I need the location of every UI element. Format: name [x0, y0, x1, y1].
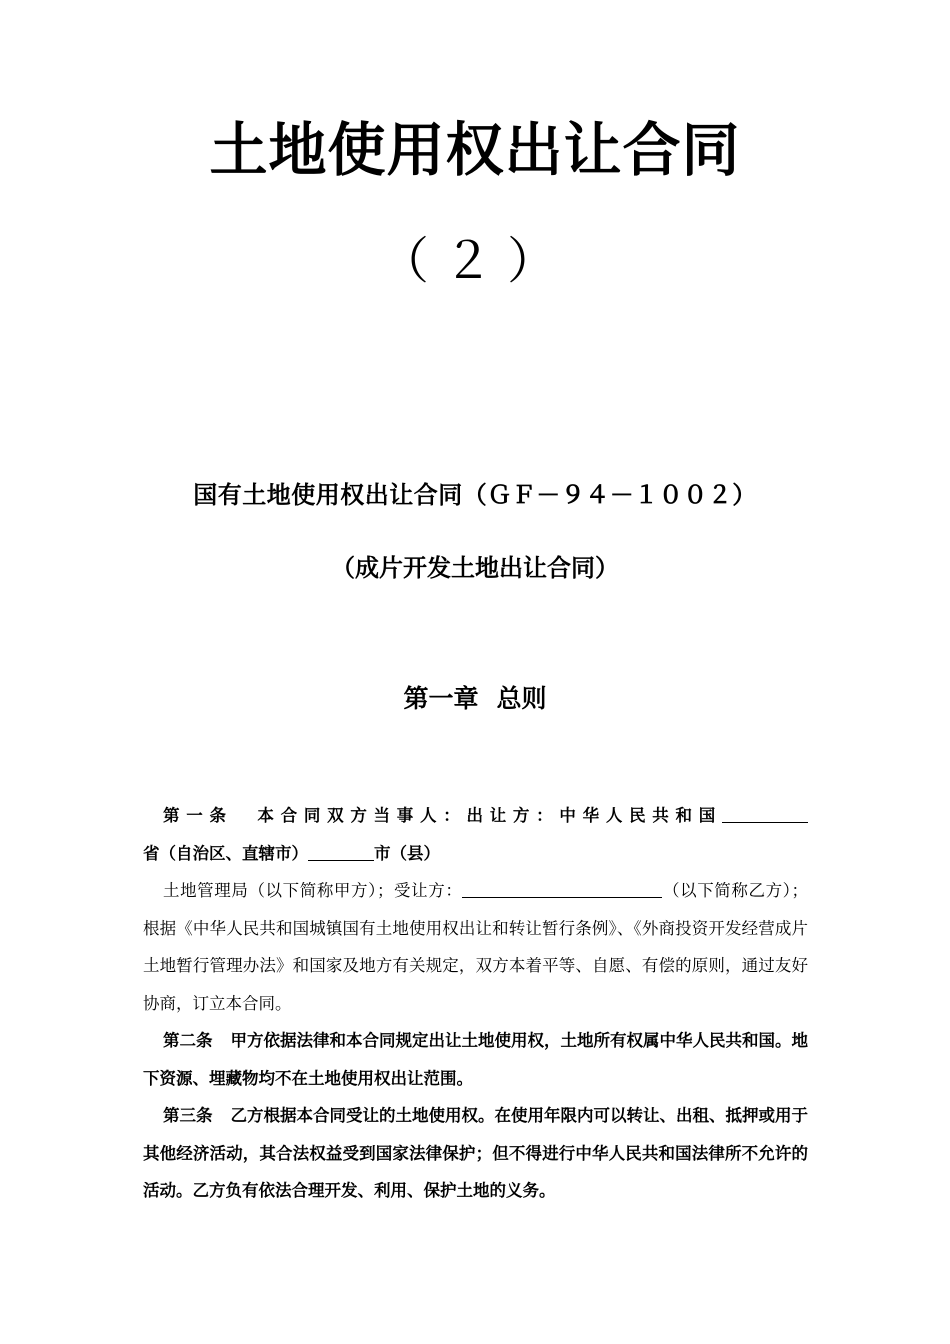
chapter-name: 总则: [496, 684, 547, 713]
city-blank: [308, 842, 374, 861]
article-1-line: [143, 797, 808, 872]
document-title: 土地使用权出让合同: [209, 116, 741, 184]
article-1-text-1: 本合同双方当事人：出让方：中华人民共和国: [250, 806, 723, 825]
document-number: （２）: [379, 232, 571, 290]
article-1-text-2: 省（自治区、直辖市）: [143, 843, 308, 863]
article-1-text-3: 市（县）: [374, 843, 440, 863]
article-3: [143, 1097, 808, 1210]
article-2-label: 第二条: [163, 1031, 213, 1050]
article-3-text: 乙方根据本合同受让的土地使用权。在使用年限内可以转让、出租、抵押或用于其他经济活动，其合法权益受到国家法律保护；但不得进行中华人民共和国法律所不允许的活动。乙方负有依法合理开发、利用、保护土地的义务。: [143, 1106, 808, 1200]
document-body: [143, 797, 808, 1210]
article-2: [143, 1022, 808, 1097]
article-1-body: [143, 872, 808, 1022]
article-2-text: 甲方依据法律和本合同规定出让土地使用权，土地所有权属中华人民共和国。地下资源、埋藏物均不在土地使用权出让范围。: [143, 1031, 808, 1088]
chapter-label: 第一章: [403, 684, 479, 713]
contract-type: （成片开发土地出让合同）: [331, 553, 619, 582]
article-1-label: 第一条: [163, 806, 233, 825]
contract-name: 国有土地使用权出让合同（ＧＦ－９４－１００２）: [193, 480, 757, 509]
article-1-text-4: 土地管理局（以下简称甲方）；受让方：: [163, 881, 463, 900]
article-1-text-5: （以下简称乙方）；根据《中华人民共和国城镇国有土地使用权出让和转让暂行条例》、《外商投资开发经营成片土地暂行管理办法》和国家及地方有关规定，双方本着平等、自愿、有偿的原则，通过友好协商，订立本合同。: [143, 881, 809, 1013]
province-blank: [722, 804, 808, 823]
article-3-label: 第三条: [163, 1106, 213, 1125]
assignee-blank: [462, 879, 662, 898]
chapter-heading: [0, 682, 950, 716]
